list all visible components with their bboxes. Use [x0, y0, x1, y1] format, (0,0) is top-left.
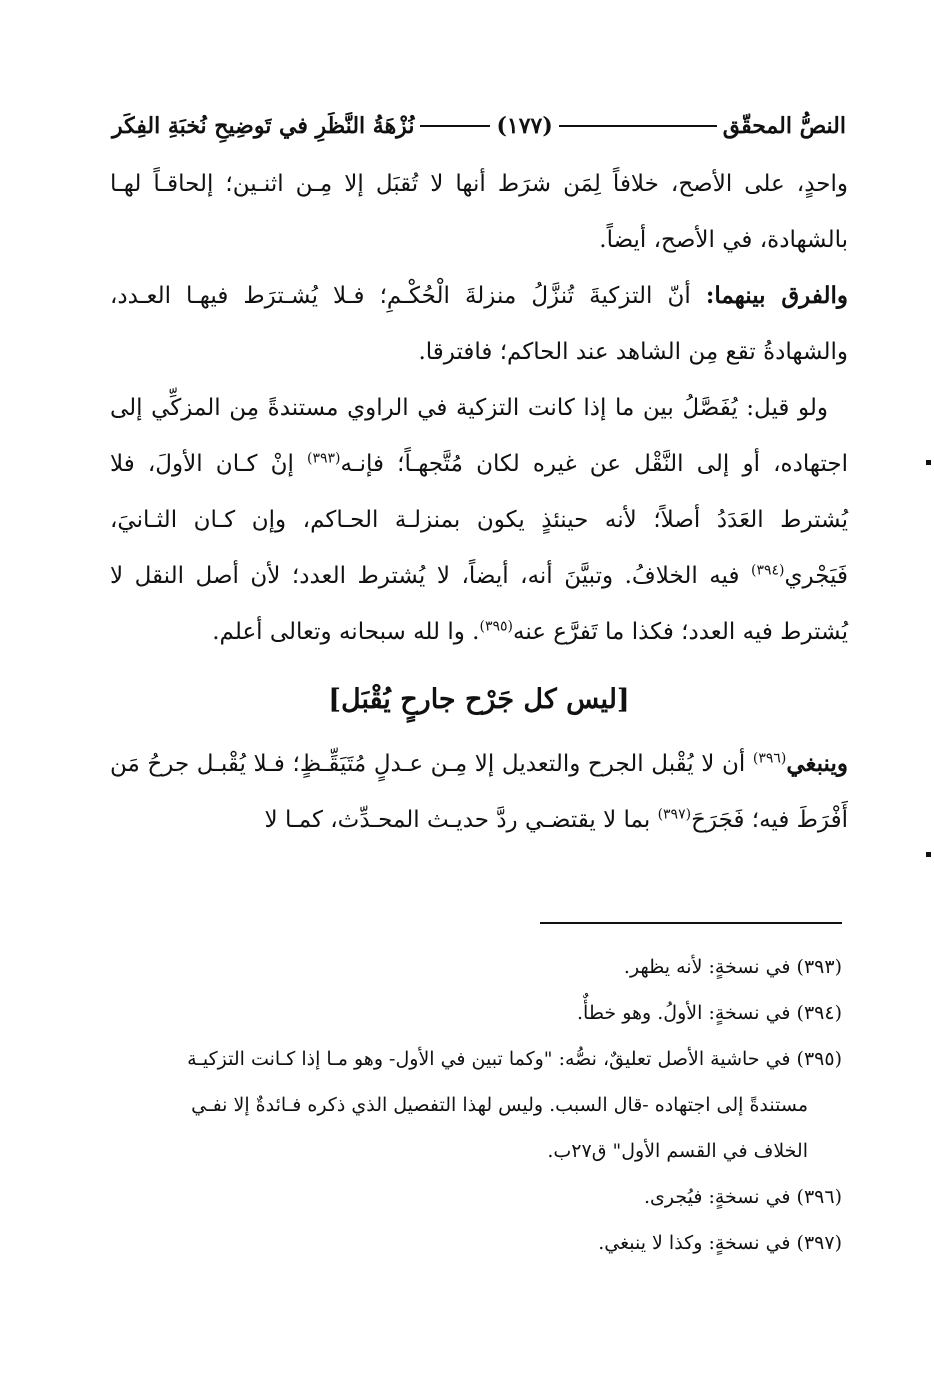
footnote-396: (٣٩٦) في نسخةٍ: فيُجرى. [643, 1186, 842, 1208]
paragraph-2 [110, 268, 848, 380]
footnote-395-line-2: مستندةً إلى اجتهاده -قال السبب. وليس لهذا التفصيل الذي ذكره فـائدةٌ إلا نفـي [191, 1094, 808, 1116]
footnotes [100, 944, 842, 1266]
header-book-title: نُزْهَةُ النَّظَرِ في تَوضِيحِ نُخبَةِ الفِكَر [112, 113, 415, 139]
footnote-ref-393[interactable]: (٣٩٣) [307, 450, 341, 467]
paragraph-2-lead: والفرق بينهما: [705, 282, 848, 309]
paragraph-4-text-a: أن لا يُقْبل الجرح والتعديل إلا مِـن عـدلٍ مُتَيَقِّـظٍ؛ فـلا يُقْبـل جرحُ مَن أَفْرَطَ فيه؛ فَجَرَحَ [110, 751, 848, 833]
paragraph-4-text-b: بما لا يقتضـي ردَّ حديـث المحـدِّث، كمـا لا [264, 807, 658, 833]
header-page-number: (١٧٧) [496, 113, 553, 139]
footnote-separator [540, 922, 842, 924]
footnote-ref-395[interactable]: (٣٩٥) [479, 618, 513, 635]
margin-mark-upper [926, 460, 931, 465]
paragraph-1-line-2: بالشهادة، في الأصح، أيضاً. [599, 227, 848, 253]
paragraph-3-text-b: إنْ كـان الأولَ، فلا يُشترط العَدَدُ أصلاً؛ لأنه حينئذٍ يكون بمنزلـة الحـاكم، وإن كـان الثـانيَ، فَيَجْري [110, 451, 848, 589]
footnote-ref-394[interactable]: (٣٩٤) [751, 562, 785, 579]
paragraph-3-text-a: ولو قيل: يُفَصَّلُ بين ما إذا كانت التزكية في الراوي مستندةً مِن المزكِّي إلى اجتهاده، أو إلى النَّقْل عن غيره لكان مُتَّجهـاً؛ فإنـه [110, 395, 848, 477]
footnote-395-line-3: الخلاف في القسم الأول" ق٢٧ب. [547, 1140, 808, 1162]
paragraph-3 [110, 380, 848, 660]
header-rule-left [420, 125, 490, 127]
paragraph-1 [110, 156, 848, 268]
main-text [110, 156, 848, 848]
footnote-393: (٣٩٣) في نسخةٍ: لأنه يظهر. [623, 956, 842, 978]
footnote-394: (٣٩٤) في نسخةٍ: الأولُ. وهو خطأٌ. [577, 1002, 842, 1024]
footnote-ref-396[interactable]: (٣٩٦) [752, 750, 787, 767]
paragraph-3-text-c: فيه الخلافُ. وتبيَّنَ أنه، أيضاً، لا يُشترط العدد؛ لأن أصل النقل لا يُشترط فيه العدد؛ فكذا ما تَفرَّع عنه [110, 563, 848, 645]
running-header [112, 106, 846, 146]
margin-mark-lower [926, 852, 931, 857]
section-heading: [ليس كل جَرْح جارحٍ يُقْبَل] [328, 684, 630, 715]
paragraph-2-text: أنّ التزكيةَ تُنزَّلُ منزلةَ الْحُكْـمِ؛ فـلا يُشـترَط فيهـا العـدد، والشهادةُ تقع مِن الشاهد عند الحاكم؛ فافترقا. [110, 283, 848, 365]
paragraph-1-line-1: واحدٍ، على الأصح، خلافاً لِمَن شرَط أنها لا تُقبَل إلا مِـن اثنـين؛ إلحاقـاً لهـا [110, 171, 848, 197]
footnote-395-line-1: (٣٩٥) في حاشية الأصل تعليقٌ، نصُّه: "وكما تبين في الأول- وهو مـا إذا كـانت التزكيـة [187, 1048, 842, 1070]
footnote-ref-397[interactable]: (٣٩٧) [657, 806, 692, 823]
paragraph-3-text-d: . وا لله سبحانه وتعالى أعلم. [212, 619, 480, 645]
header-right-label: النصُّ المحقّق [722, 113, 846, 139]
paragraph-4-lead: وينبغي [786, 750, 848, 777]
paragraph-4 [110, 736, 848, 848]
header-rule-right [559, 125, 717, 127]
footnote-397: (٣٩٧) في نسخةٍ: وكذا لا ينبغي. [598, 1232, 842, 1254]
